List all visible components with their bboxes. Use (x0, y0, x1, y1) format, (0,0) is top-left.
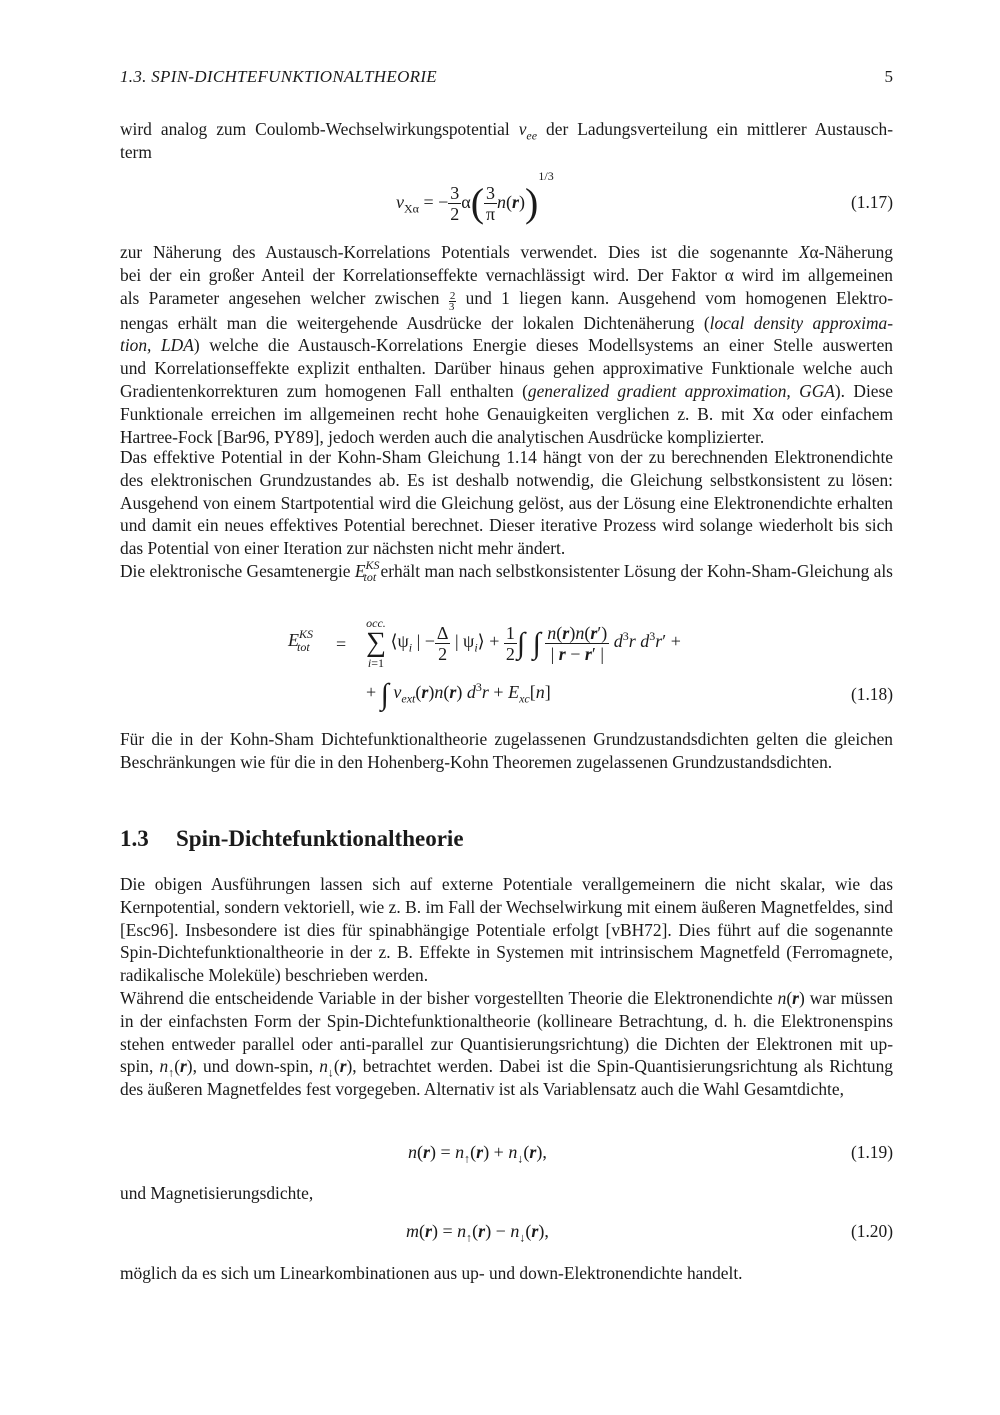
paragraph-7: Während die entscheidende Variable in der bisher vorgestellten Theorie die Elektronendichte n(r) war müssen in der einfachsten Form der Spin-Dichtefunktionaltheorie (kollineare Betrachtung, d. h. die Elektronenspins stehen entweder parallel oder anti-parallel zur Quantisierungsrichtung) die Dichten der Elektronen mit up-spin, $n_↑(r)$, und down-spin, $n_↓(r)$, betrachtet werden. Dabei ist die Spin-Quantisierungsrichtung als Richtung des äußeren Magnetfeldes fest vorgegeben. Alternativ ist als Variablensatz auch die Wahl Gesamtdichte, (120, 988, 893, 1100)
section-number: 1.3 (120, 826, 149, 851)
running-head (120, 67, 893, 87)
equation-1-17: $v_{X\alpha}$ = − $\frac{3}{2}$ α( $\frac{3}{\pi}$ n(r))$^{1/3}$ (1.17) (396, 169, 893, 225)
equation-number: (1.19) (850, 1142, 893, 1162)
equation-number: (1.17) (850, 192, 893, 212)
paragraph-9: möglich da es sich um Linearkombinationen aus up- und down-Elektronendichte handelt. (120, 1263, 743, 1283)
equation-1-19: $n(r) = n_↑(r) + n_↓(r)$, (1.19) (408, 1142, 893, 1166)
section-heading (120, 826, 464, 852)
equation-number: (1.18) (850, 684, 893, 704)
paragraph-4: Die elektronische Gesamtenergie $E^{KS}_{tot}$ erhält man nach selbstkonsistenter Lösung der Kohn-Sham-Gleichung als (120, 558, 893, 585)
paragraph-2: zur Näherung des Austausch-Korrelations Potentials verwendet. Dies ist die sogenannte Xα-Näherung bei der ein großer Anteil der Korrelationseffekte vernachlässigt wird. Der Faktor α wird im allgemeinen als Parameter angesehen welcher zwischen $\frac{2}{3}$ und 1 liegen kann. Ausgehend vom homogenen Elektro- nengas erhält man die weitergehende Ausdrücke der lokalen Dichtenäherung (local density approxima- tion, LDA) welche die Austausch-Korrelations Energie dieses Modellsystems an einer Stelle auswerten und Korrelationseffekte explizit enthalten. Darüber hinaus gehen approximative Funktionale welche auch Gradientenkorrekturen zum homogenen Fall enthalten (generalized gradient approximation, GGA). Diese Funktionale erreichen im allgemeinen recht hohe Genauigkeiten verglichen z. B. mit Xα oder einfachem Hartree-Fock [Bar96, PY89], jedoch werden auch die analytischen Ausdrücke komplizierter. (120, 242, 893, 447)
equation-number: (1.20) (850, 1221, 893, 1241)
equation-1-18: $E^{KS}_{tot}$ = occ. ∑ i=1 $⟨\psi_i$ | − $\frac{\Delta}{2}$ | $\psi_i⟩$ + $\frac{1}{2}$ ∫ ∫ $\frac{n(r)n(r')}{| r - r' |}$ $d^3r$ $d^3r'$ + + ∫ $v_{ext}(r)n(r) d^3r + E_{xc}[n]$ (1.18) (288, 616, 893, 711)
equation-1-20: $m(r) = n_↑(r) - n_↓(r)$, (1.20) (406, 1221, 893, 1245)
running-head-section: 1.3. SPIN-DICHTEFUNKTIONALTHEORIE (120, 67, 437, 86)
section-title: Spin-Dichtefunktionaltheorie (176, 826, 464, 851)
paragraph-1: wird analog zum Coulomb-Wechselwirkungspotential $v_{ee}$ der Ladungsverteilung ein mittlerer Austausch- term (120, 119, 893, 162)
paragraph-6: Die obigen Ausführungen lassen sich auf externe Potentiale verallgemeinern die nicht skalar, wie das Kernpotential, sondern vektoriell, wie z. B. im Fall der Wechselwirkung mit einem äußeren Magnetfeldes, sind [Esc96]. Insbesondere ist dies für spinabhängige Potentiale erfolgt [vBH72]. Dies führt auf die sogenannte Spin-Dichtefunktionaltheorie in der z. B. Effekte in Systemen mit intrinsischem Magnetfeld (Ferromagnete, radikalische Moleküle) beschrieben werden. (120, 874, 893, 986)
page-number: 5 (884, 67, 893, 86)
paragraph-8: und Magnetisierungsdichte, (120, 1183, 314, 1203)
paragraph-3: Das effektive Potential in der Kohn-Sham Gleichung 1.14 hängt von der zu berechnenden Elektronendichte des elektronischen Grundzustandes ab. Es ist deshalb notwendig, die Gleichung selbstkonsistent zu lösen: Ausgehend von einem Startpotential wird die Gleichung gelöst, aus der Lösung eine Elektronendichte erhalten und damit ein neues effektives Potential berechnet. Dieser iterative Prozess wird solange wiederholt bis sich das Potential von einer Iteration zur nächsten nicht mehr ändert. (120, 447, 893, 559)
paragraph-5: Für die in der Kohn-Sham Dichtefunktionaltheorie zugelassenen Grundzustandsdichten gelten die gleichen Beschränkungen wie für die in den Hohenberg-Kohn Theoremen zugelassenen Grundzustandsdichten. (120, 729, 893, 772)
